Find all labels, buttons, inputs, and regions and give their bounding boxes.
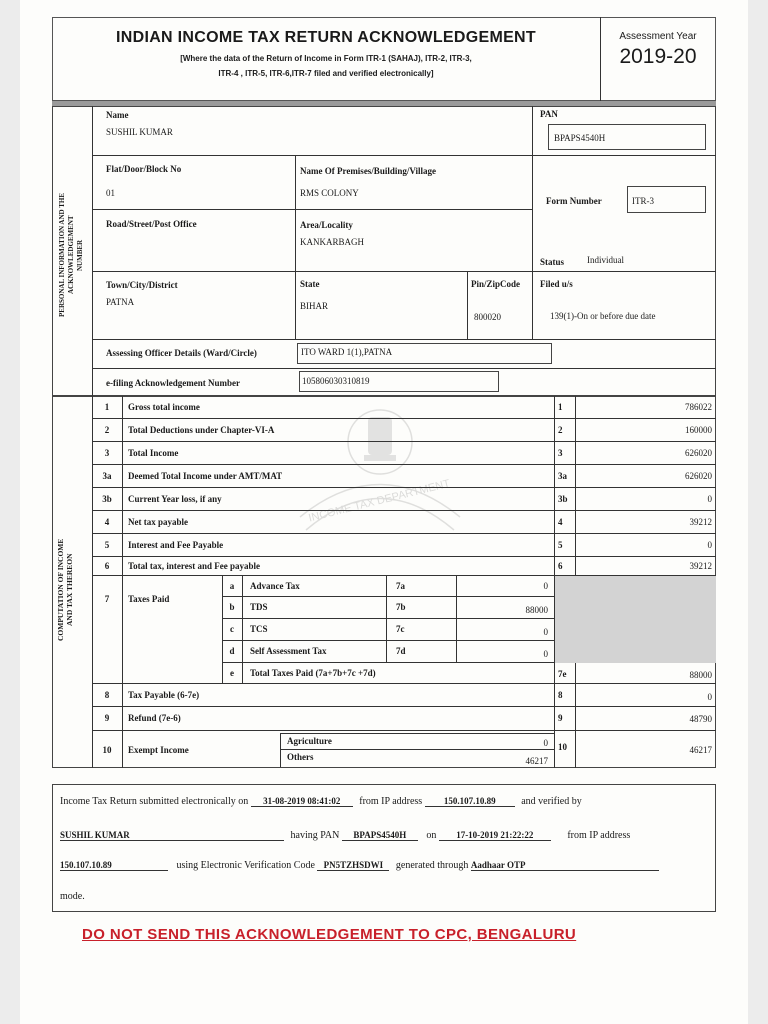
total-taxes-paid-value: 88000 [689, 670, 712, 680]
exempt-income-row [92, 731, 716, 768]
flat-label: Flat/Door/Block No [106, 164, 182, 174]
table-row [92, 707, 716, 731]
name-label: Name [106, 110, 129, 120]
row-code: 8 [558, 690, 563, 700]
row-label: Deemed Total Income under AMT/MAT [128, 471, 283, 481]
assessing-officer-label: Assessing Officer Details (Ward/Circle) [106, 348, 257, 358]
form-title: INDIAN INCOME TAX RETURN ACKNOWLEDGEMENT [116, 29, 536, 46]
table-row [92, 465, 716, 488]
row-value: 0 [707, 540, 712, 550]
table-row [222, 597, 554, 619]
table-row [92, 557, 716, 576]
filed-under-label: Filed u/s [540, 279, 573, 289]
others-label: Others [287, 752, 314, 762]
state-label: State [300, 279, 320, 289]
total-taxes-paid-label: Total Taxes Paid (7a+7b+7c +7d) [250, 668, 376, 678]
taxes-paid-shaded-area [554, 576, 716, 663]
sub-row-label: Self Assessment Tax [250, 646, 327, 656]
sub-row-label: TDS [250, 602, 268, 612]
row-code: 1 [558, 402, 563, 412]
row-code: 3b [558, 494, 568, 504]
pin-value: 800020 [474, 312, 501, 322]
row-value: 0 [707, 494, 712, 504]
verifier-name: SUSHIL KUMAR [60, 830, 284, 841]
verification-text: mode. [60, 891, 85, 902]
row-code: 2 [558, 425, 563, 435]
table-row [222, 576, 554, 597]
premises-label: Name Of Premises/Building/Village [300, 166, 436, 176]
form-number-value: ITR-3 [632, 196, 654, 206]
verification-text: using Electronic Verification Code [176, 860, 315, 871]
total-taxes-paid-code: 7e [558, 669, 567, 679]
row-code: 5 [558, 540, 563, 550]
sub-row-value: 0 [543, 581, 548, 591]
sub-row-value: 88000 [525, 605, 548, 615]
submission-datetime: 31-08-2019 08:41:02 [251, 796, 353, 807]
row-number: 6 [104, 561, 110, 571]
row-value: 786022 [685, 402, 712, 412]
sub-row-label: TCS [250, 624, 268, 634]
verification-text: Income Tax Return submitted electronically on [60, 796, 249, 807]
table-row [222, 663, 716, 684]
sub-row-letter: d [229, 646, 235, 656]
table-row [92, 442, 716, 465]
row-number: 9 [104, 713, 110, 723]
others-value: 46217 [525, 756, 548, 766]
pan-value: BPAPS4540H [554, 133, 606, 143]
row-label: Total Income [128, 448, 179, 458]
flat-value: 01 [106, 188, 115, 198]
row-number: 2 [104, 425, 110, 435]
row-number: 3a [102, 471, 112, 481]
row-label: Interest and Fee Payable [128, 540, 224, 550]
row-value: 48790 [689, 714, 712, 724]
pin-label: Pin/ZipCode [471, 279, 521, 289]
verification-text: generated through [395, 860, 469, 871]
evc-code: PN5TZHSDWI [317, 860, 389, 871]
row-value: 39212 [689, 561, 712, 571]
row-number: 8 [104, 690, 110, 700]
row-code: 6 [558, 561, 563, 571]
row-value: 626020 [685, 448, 712, 458]
table-row [92, 488, 716, 511]
sub-row-value: 0 [543, 627, 548, 637]
table-row [222, 641, 554, 663]
verification-text: having PAN [290, 830, 340, 841]
sub-row-letter: c [230, 624, 234, 634]
sub-row-value: 0 [543, 649, 548, 659]
verification-line-3 [60, 860, 659, 871]
sub-row-letter: a [229, 581, 235, 591]
row-code: 4 [558, 517, 563, 527]
table-row [92, 684, 716, 707]
row-code: 3a [558, 471, 567, 481]
form-subtitle-line-2: ITR-4 , ITR-5, ITR-6,ITR-7 filed and verified electronically] [218, 69, 434, 78]
exempt-income-value: 46217 [689, 745, 712, 755]
row-value: 0 [707, 692, 712, 702]
row-code: 9 [558, 713, 563, 723]
row-number: 1 [104, 402, 110, 412]
row-number: 10 [102, 745, 112, 755]
sub-row-letter: e [230, 668, 234, 678]
verification-text: and verified by [521, 796, 582, 807]
table-row [92, 419, 716, 442]
verification-text: from IP address [567, 830, 631, 841]
verifier-pan: BPAPS4540H [342, 830, 418, 841]
taxes-paid-number: 7 [104, 594, 110, 604]
name-value: SUSHIL KUMAR [106, 127, 173, 137]
agriculture-label: Agriculture [287, 736, 332, 746]
row-label: Gross total income [128, 402, 200, 412]
exempt-income-label: Exempt Income [128, 745, 189, 755]
status-label: Status [540, 257, 565, 267]
sub-row-letter: b [229, 602, 235, 612]
town-label: Town/City/District [106, 280, 178, 290]
taxes-paid-block [92, 576, 716, 684]
agriculture-row [280, 733, 554, 750]
row-code: 3 [558, 448, 563, 458]
assessment-year-label: Assessment Year [619, 31, 697, 42]
table-row [92, 534, 716, 557]
row-code: 10 [558, 742, 567, 752]
computation-side-label: COMPUTATION OF INCOME AND TAX THEREON [56, 538, 74, 642]
road-label: Road/Street/Post Office [106, 219, 197, 229]
acknowledgement-sheet [20, 0, 748, 1024]
sub-row-code: 7a [396, 581, 405, 591]
sub-row-label: Advance Tax [250, 581, 300, 591]
row-number: 3b [102, 494, 112, 504]
verification-datetime: 17-10-2019 21:22:22 [439, 830, 551, 841]
row-value: 39212 [689, 517, 712, 527]
personal-info-side-label: PERSONAL INFORMATION AND THE ACKNOWLEDGEMENT NUMBER [58, 193, 84, 318]
row-value: 160000 [685, 425, 712, 435]
row-number: 5 [104, 540, 110, 550]
sub-row-code: 7d [396, 646, 406, 656]
watermark-text: INCOME TAX DEPARTMENT [307, 477, 452, 525]
pan-label: PAN [540, 109, 558, 119]
row-label: Net tax payable [128, 517, 188, 527]
status-value: Individual [587, 255, 624, 265]
row-label: Total Deductions under Chapter-VI-A [128, 425, 275, 435]
table-row [222, 619, 554, 641]
verification-line-2 [60, 830, 630, 841]
row-label: Tax Payable (6-7e) [128, 690, 200, 700]
row-label: Total tax, interest and Fee payable [128, 561, 260, 571]
sub-row-code: 7b [396, 602, 406, 612]
taxes-paid-label: Taxes Paid [128, 594, 170, 604]
agriculture-value: 0 [543, 738, 548, 748]
town-value: PATNA [106, 297, 135, 307]
footer-warning: DO NOT SEND THIS ACKNOWLEDGEMENT TO CPC, BENGALURU [82, 926, 577, 943]
form-number-label: Form Number [546, 196, 602, 206]
evc-method: Aadhaar OTP [471, 860, 659, 871]
row-label: Refund (7e-6) [128, 713, 181, 723]
table-row [92, 396, 716, 419]
area-value: KANKARBAGH [300, 237, 365, 247]
table-row [92, 511, 716, 534]
row-value: 626020 [685, 471, 712, 481]
ack-number-value: 105806030310819 [302, 376, 370, 386]
ack-number-label: e-filing Acknowledgement Number [106, 378, 240, 388]
row-number: 4 [104, 517, 110, 527]
verification-text: from IP address [359, 796, 423, 807]
submission-ip-address: 150.107.10.89 [425, 796, 515, 807]
assessment-year-value: 2019-20 [619, 45, 697, 68]
area-label: Area/Locality [300, 220, 353, 230]
filed-under-value: 139(1)-On or before due date [550, 311, 656, 321]
verification-text: on [426, 830, 437, 841]
verification-line-1 [60, 796, 582, 807]
row-label: Current Year loss, if any [128, 494, 222, 504]
form-subtitle-line-1: [Where the data of the Return of Income in Form ITR-1 (SAHAJ), ITR-2, ITR-3, [180, 54, 472, 63]
state-value: BIHAR [300, 301, 329, 311]
verification-ip-address: 150.107.10.89 [60, 860, 168, 871]
assessing-officer-value: ITO WARD 1(1),PATNA [301, 347, 393, 357]
others-row [280, 750, 554, 767]
premises-value: RMS COLONY [300, 188, 359, 198]
sub-row-code: 7c [396, 624, 405, 634]
row-number: 3 [104, 448, 110, 458]
